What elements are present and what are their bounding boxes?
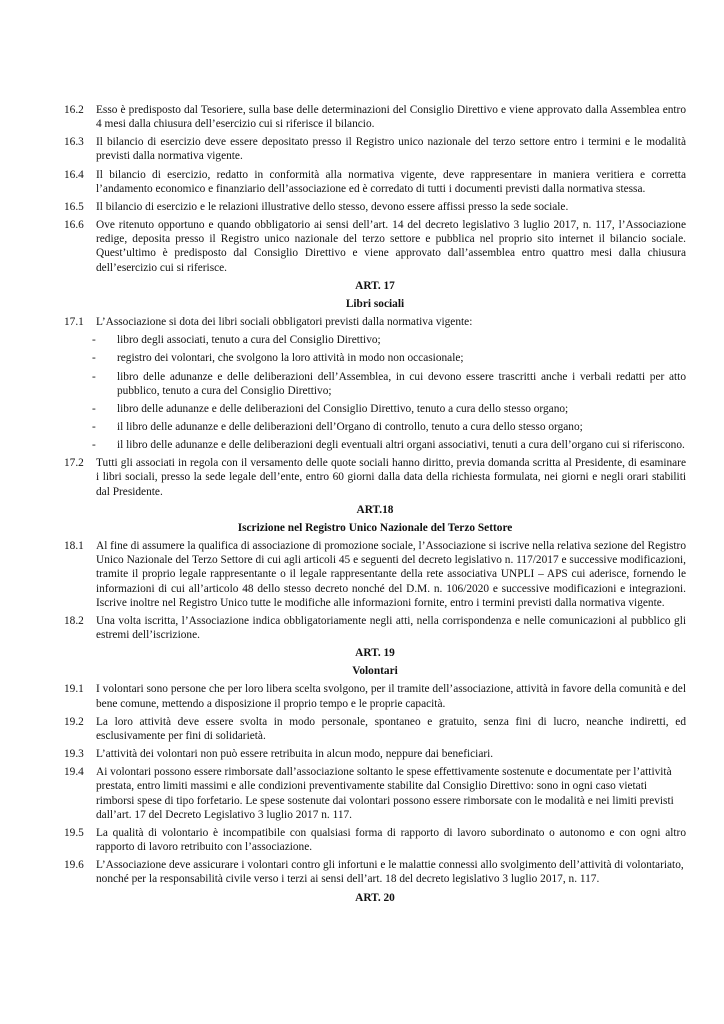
clause-text: La loro attività deve essere svolta in modo personale, spontaneo e gratuito, senza fini di lucro, neanche indiretti, ed esclusivamente per fini di solidarietà.	[96, 715, 686, 742]
list-dash: -	[92, 352, 96, 365]
clause-text: I volontari sono persone che per loro libera scelta svolgono, per il tramite dell’associazione, attività in favore della comunità e del bene comune, mettendo a disposizione il proprio tempo e le proprie capacità.	[96, 683, 686, 710]
clause-paragraph	[64, 858, 686, 886]
article-heading: ART. 17	[355, 279, 395, 292]
list-dash: -	[92, 439, 96, 452]
article-heading: ART. 19	[355, 647, 395, 660]
list-item	[64, 333, 686, 347]
list-item-text: il libro delle adunanze e delle deliberazioni degli eventuali altri organi associativi, tenuti a cura dell’organo cui si riferiscono.	[117, 439, 685, 452]
clause-text: Tutti gli associati in regola con il versamento delle quote sociali hanno diritto, previa domanda scritta al Presidente, di esaminare i libri sociali, presso la sede legale dell’ente, entro 60 giorni dalla data della richiesta formulata, nei giorni e negli orari stabiliti dal Presidente.	[96, 457, 686, 498]
article-heading: Libri sociali	[345, 297, 405, 310]
list-item	[64, 438, 686, 452]
clause-paragraph	[64, 826, 686, 854]
clause-paragraph	[64, 456, 686, 498]
clause-number: 16.6	[64, 219, 84, 232]
list-item-text: libro degli associati, tenuto a cura del Consiglio Direttivo;	[117, 334, 381, 347]
clause-paragraph	[64, 168, 686, 196]
clause-text: L’Associazione deve assicurare i volontari contro gli infortuni e le malattie connessi allo svolgimento dell’attività di volontariato, nonché per la responsabilità civile verso i terzi ai sensi dell’art. 18 del decreto legislativo 3 luglio 2017, n. 117.	[96, 859, 684, 886]
clause-paragraph	[64, 103, 686, 131]
clause-number: 16.4	[64, 168, 84, 181]
clause-text: Ove ritenuto opportuno e quando obbligatorio ai sensi dell’art. 14 del decreto legislativo 3 luglio 2017, n. 117, l’Associazione redige, deposita presso il Registro unico nazionale del terzo settore e pubblica nel proprio sito internet il bilancio sociale. Quest’ultimo è predisposto dal Consiglio Direttivo e viene approvato dall’assemblea entro quattro mesi dalla chiusura dell’esercizio cui si riferisce.	[96, 219, 686, 274]
clause-text: L’Associazione si dota dei libri sociali obbligatori previsti dalla normativa vigente:	[96, 316, 473, 329]
list-item-text: il libro delle adunanze e delle deliberazioni dell’Organo di controllo, tenuto a cura dello stesso organo;	[117, 420, 583, 433]
list-item-text: libro delle adunanze e delle deliberazioni dell’Assemblea, in cui devono essere trascritti anche i verbali redatti per atto pubblico, tenuto a cura del Consiglio Direttivo;	[117, 370, 686, 397]
clause-paragraph	[64, 747, 686, 761]
clause-number: 17.2	[64, 457, 84, 470]
clause-paragraph	[64, 315, 686, 329]
article-heading: ART.18	[356, 503, 394, 516]
list-dash: -	[92, 420, 96, 433]
list-item-text: registro dei volontari, che svolgono la loro attività in modo non occasionale;	[117, 352, 464, 365]
clause-number: 19.4	[64, 766, 84, 779]
list-item-text: libro delle adunanze e delle deliberazioni del Consiglio Direttivo, tenuto a cura dello stesso organo;	[117, 402, 569, 415]
list-dash: -	[92, 370, 96, 383]
clause-text: Esso è predisposto dal Tesoriere, sulla base delle determinazioni del Consiglio Direttivo e viene approvato dalla Assemblea entro 4 mesi dalla chiusura dell’esercizio cui si riferisce il bilancio.	[96, 104, 686, 131]
clause-text: Il bilancio di esercizio, redatto in conformità alla normativa vigente, deve rappresentare in maniera veritiera e corretta l’andamento economico e finanziario dell’associazione ed è corredato di tutti i documenti previsti dalla normativa stessa.	[96, 168, 686, 195]
list-dash: -	[92, 402, 96, 415]
clause-number: 19.5	[64, 826, 84, 839]
clause-text: Al fine di assumere la qualifica di associazione di promozione sociale, l’Associazione si iscrive nella relativa sezione del Registro Unico Nazionale del Terzo Settore di cui agli articoli 45 e seguenti del decreto legislativo n. 117/2017 e successive modificazioni, tramite il proprio legale rappresentante o il legale rappresentante della rete associativa UNPLI – APS cui aderisce, fornendo le informazioni di cui all’articolo 48 dello stesso decreto nonché del D.M. n. 106/2020 e successive modificazioni e integrazioni. Iscrive inoltre nel Registro Unico tutte le modifiche alle informazioni fornite, entro i termini previsti dalla normativa vigente.	[96, 540, 686, 609]
clause-paragraph	[64, 539, 686, 610]
clause-text: L’attività dei volontari non può essere retribuita in alcun modo, neppure dai beneficiari.	[96, 748, 494, 761]
clause-paragraph	[64, 682, 686, 710]
list-item	[64, 370, 686, 398]
clause-paragraph	[64, 765, 686, 822]
clause-paragraph	[64, 200, 686, 214]
clause-paragraph	[64, 715, 686, 743]
clause-number: 16.5	[64, 200, 84, 213]
clause-number: 19.3	[64, 748, 84, 761]
clause-number: 16.3	[64, 136, 84, 149]
clause-paragraph	[64, 614, 686, 642]
clause-number: 18.1	[64, 540, 84, 553]
article-heading: Iscrizione nel Registro Unico Nazionale del Terzo Settore	[237, 521, 513, 534]
clause-number: 19.1	[64, 683, 84, 696]
list-item	[64, 402, 686, 416]
clause-number: 19.6	[64, 859, 84, 872]
article-heading: Volontari	[352, 665, 398, 678]
clause-text: Ai volontari possono essere rimborsate dall’associazione soltanto le spese effettivamente sostenute e documentate per l’attività prestata, entro limiti massimi e alle condizioni preventivamente stabilite dal Consiglio Direttivo: sono in ogni caso vietati rimborsi spese di tipo forfetario. Le spese sostenute dai volontari possono essere rimborsate con le modalità e nei limiti previsti dall’art. 17 del Decreto Legislativo 3 luglio 2017 n. 117.	[96, 766, 674, 821]
list-item	[64, 420, 686, 434]
clause-number: 16.2	[64, 104, 84, 116]
list-dash: -	[92, 334, 96, 347]
article-heading: ART. 20	[355, 891, 395, 904]
clause-number: 18.2	[64, 614, 84, 627]
clause-number: 17.1	[64, 316, 84, 329]
clause-text: Una volta iscritta, l’Associazione indica obbligatoriamente negli atti, nella corrispondenza e nelle comunicazioni al pubblico gli estremi dell’iscrizione.	[96, 614, 686, 641]
clause-text: Il bilancio di esercizio deve essere depositato presso il Registro unico nazionale del terzo settore entro i termini e le modalità previsti dalla normativa vigente.	[96, 136, 686, 163]
list-item	[64, 351, 686, 365]
clause-number: 19.2	[64, 715, 84, 728]
clause-paragraph	[64, 218, 686, 275]
clause-text: La qualità di volontario è incompatibile con qualsiasi forma di rapporto di lavoro subordinato o autonomo e con ogni altro rapporto di lavoro retribuito con l’associazione.	[96, 826, 686, 854]
clause-paragraph	[64, 135, 686, 163]
clause-text: Il bilancio di esercizio e le relazioni illustrative dello stesso, devono essere affissi presso la sede sociale.	[96, 200, 569, 213]
